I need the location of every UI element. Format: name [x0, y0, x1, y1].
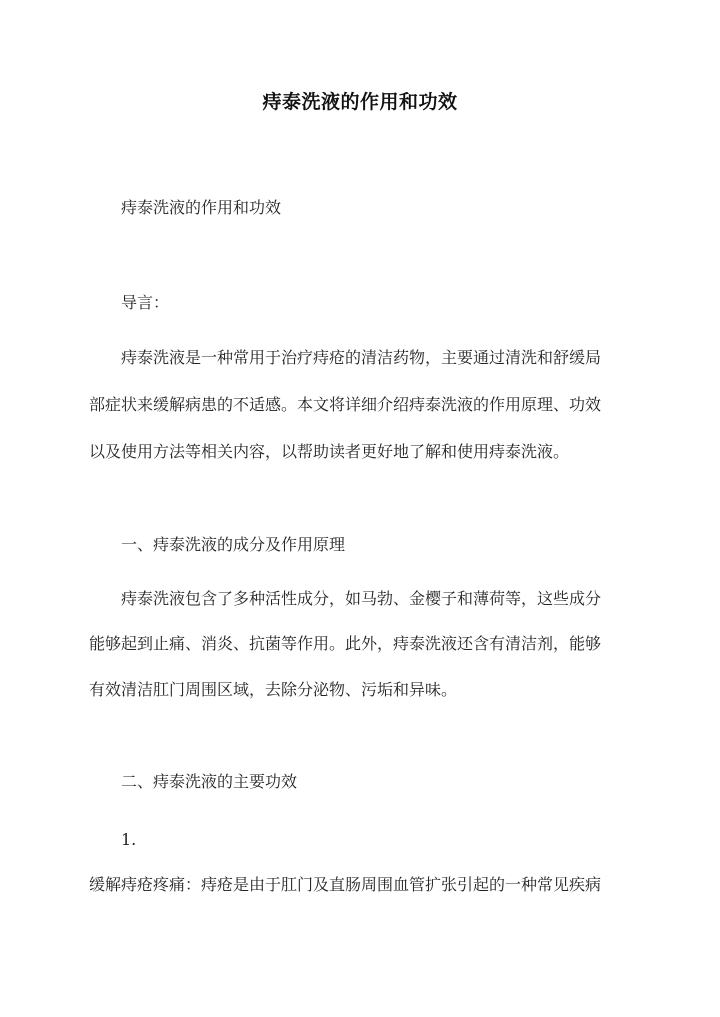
intro-line-3: 以及使用方法等相关内容，以帮助读者更好地了解和使用痔泰洗液。: [89, 442, 570, 461]
document-title: 痔泰洗液的作用和功效: [262, 91, 458, 113]
section1-line-2: 能够起到止痛、消炎、抗菌等作用。此外，痔泰洗液还含有清洁剂，能够: [89, 634, 602, 653]
section1-line-3: 有效清洁肛门周围区域，去除分泌物、污垢和异味。: [89, 680, 458, 699]
list-item-text: 缓解痔疮疼痛：痔疮是由于肛门及直肠周围血管扩张引起的一种常见疾病: [89, 875, 602, 894]
intro-heading: 导言：: [121, 293, 170, 312]
section1-line-1: 痔泰洗液包含了多种活性成分，如马勃、金樱子和薄荷等，这些成分: [121, 589, 602, 608]
section1-heading: 一、痔泰洗液的成分及作用原理: [121, 535, 346, 554]
list-item-number: 1.: [121, 830, 137, 849]
section2-heading: 二、痔泰洗液的主要功效: [121, 772, 298, 791]
intro-line-2: 部症状来缓解病患的不适感。本文将详细介绍痔泰洗液的作用原理、功效: [89, 395, 602, 414]
subtitle: 痔泰洗液的作用和功效: [121, 198, 282, 217]
intro-line-1: 痔泰洗液是一种常用于治疗痔疮的清洁药物，主要通过清洗和舒缓局: [121, 348, 602, 367]
